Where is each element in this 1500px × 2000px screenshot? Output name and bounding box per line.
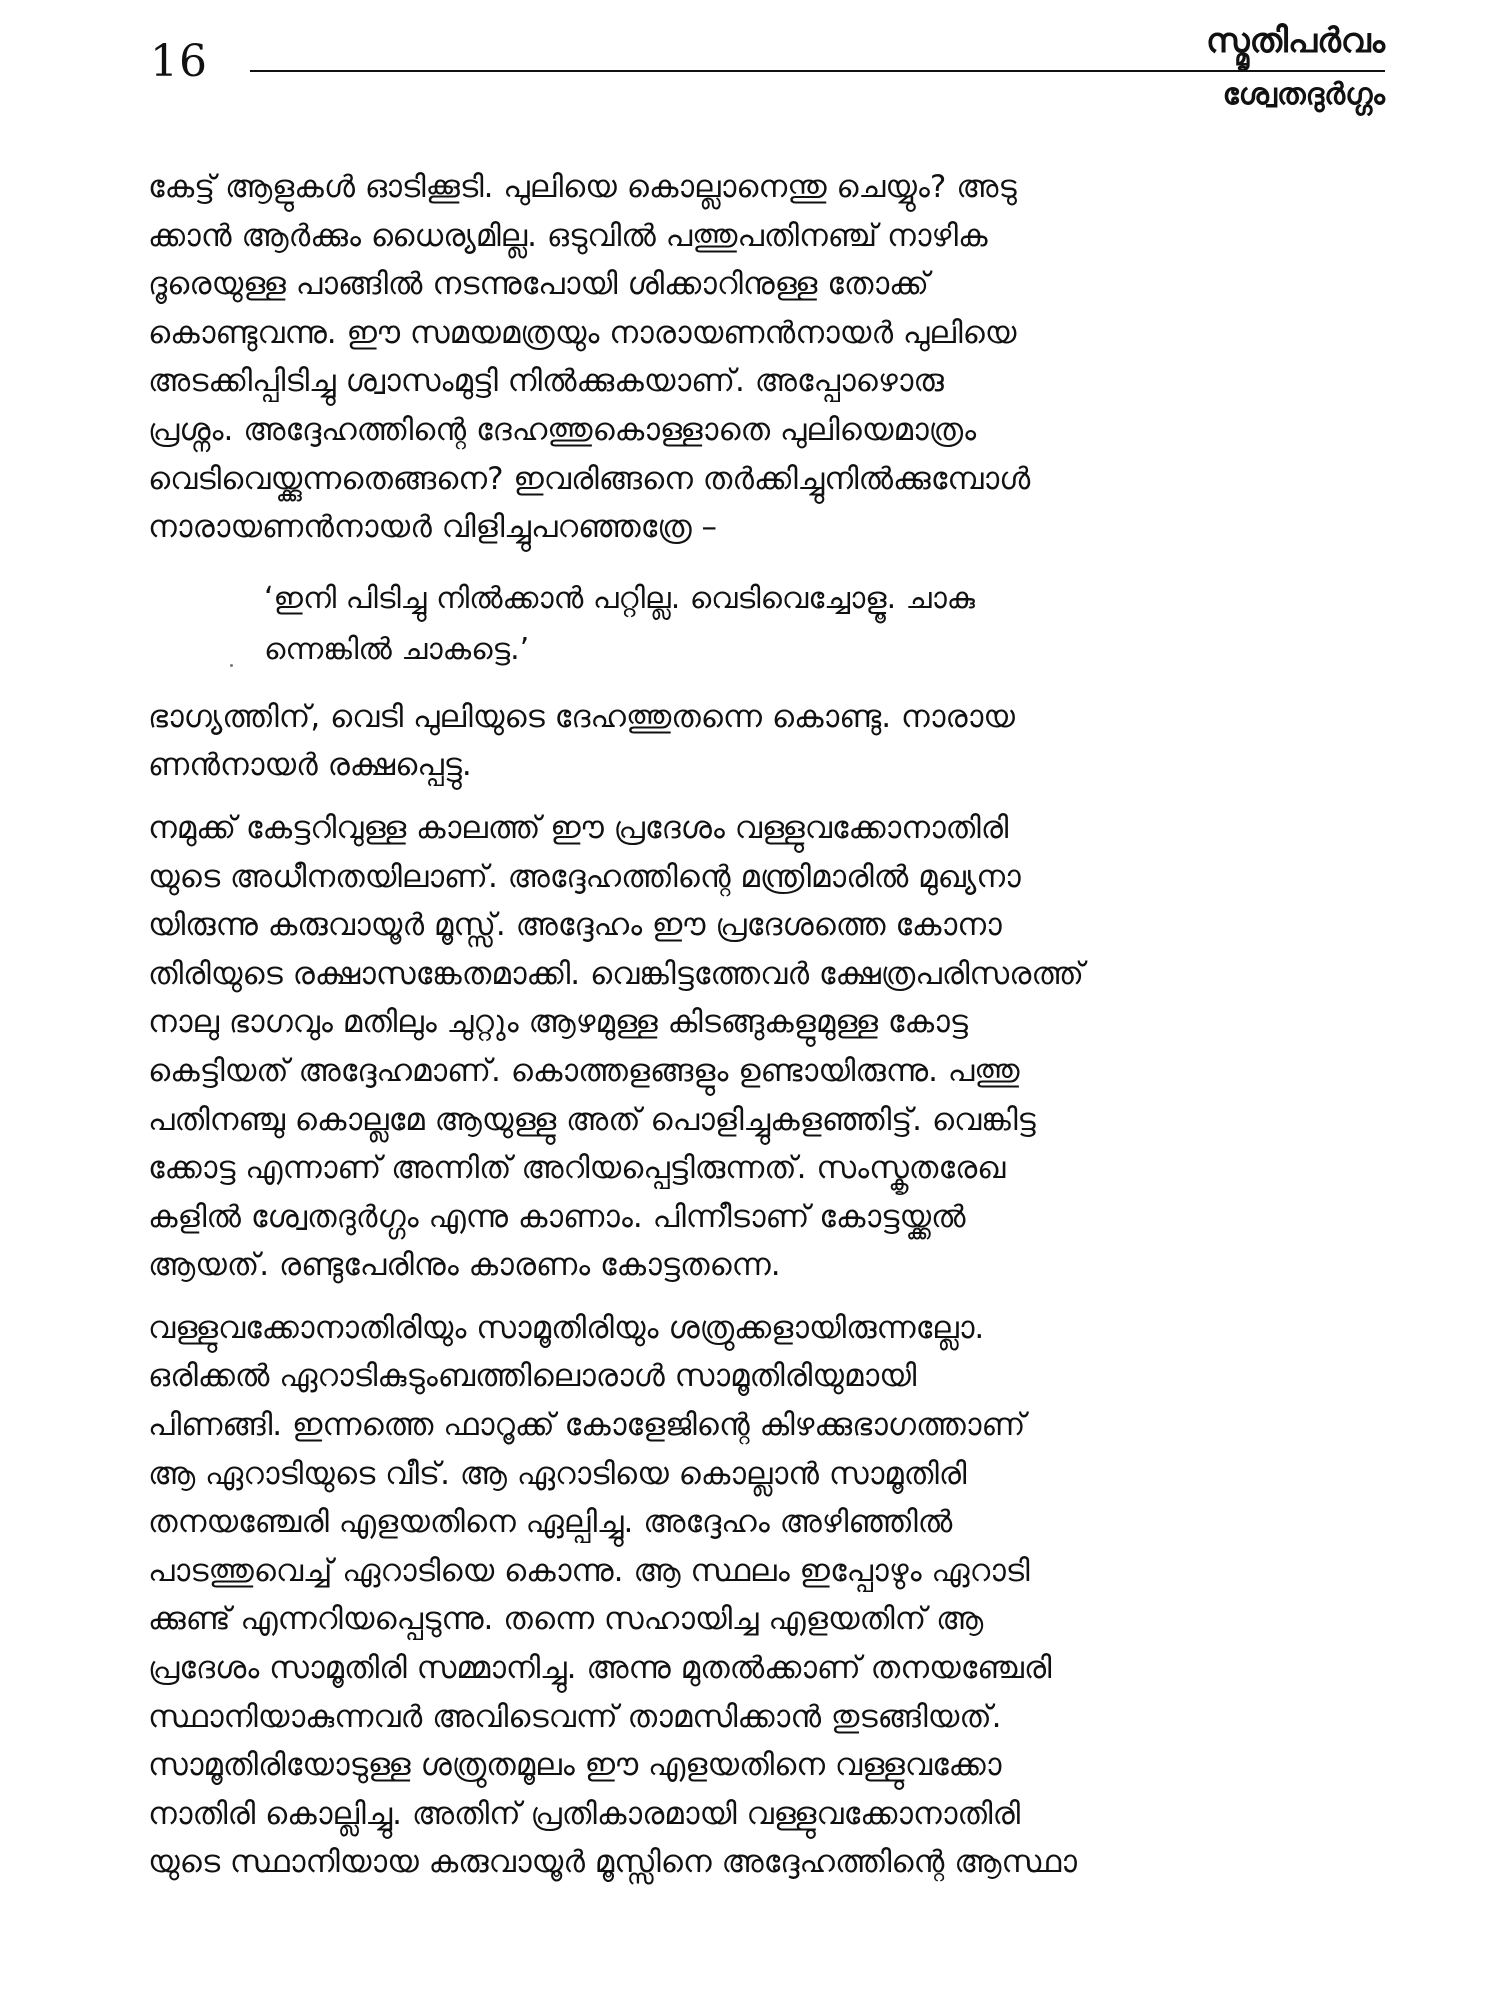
paragraph-4: വള്ളുവക്കോനാതിരിയും സാമൂതിരിയും ശത്രുക്കളായിരുന്നല്ലോ. ഒരിക്കൽ ഏറാടികുടുംബത്തിലൊരാൾ സാമൂതിരിയുമായി പിണങ്ങി. ഇന്നത്തെ ഫാറൂക്ക് കോളേജിന്റെ കിഴക്കുഭാഗത്താണ് ആ ഏറാടിയുടെ വീട്. ആ ഏറാടിയെ കൊല്ലാൻ സാമൂതിരി തനയഞ്ചേരി എളയതിനെ ഏല്പിച്ചു. അദ്ദേഹം അഴിഞ്ഞിൽ പാടത്തുവെച്ച് ഏറാടിയെ കൊന്നു. ആ സ്ഥലം ഇപ്പോഴും ഏറാടി ക്കുണ്ട് എന്നറിയപ്പെടുന്നു. തന്നെ സഹായിച്ച എളയതിന് ആ പ്രദേശം സാമൂതിരി സമ്മാനിച്ചു. അന്നു മുതൽക്കാണ് തനയഞ്ചേരി സ്ഥാനിയാകുന്നവർ അവിടെവന്ന് താമസിക്കാൻ തുടങ്ങിയത്. സാമൂതിരിയോടുള്ള ശത്രുതമൂലം ഈ എളയതിനെ വള്ളുവക്കോ നാതിരി കൊല്ലിച്ചു. അതിന് പ്രതികാരമായി വള്ളുവക്കോനാതിരി യുടെ സ്ഥാനിയായ കരുവായൂർ മൂസ്സിനെ അദ്ദേഹത്തിന്റെ ആസ്ഥാ (148, 1309, 1077, 1881)
page-number: 16 (150, 36, 208, 87)
page-body (148, 163, 1383, 1887)
paragraph-1: കേട്ട് ആളുകൾ ഓടിക്കൂടി. പുലിയെ കൊല്ലാനെന്തു ചെയ്യും? അടു ക്കാൻ ആർക്കും ധൈര്യമില്ല. ഒടുവിൽ പത്തുപതിനഞ്ച് നാഴിക ദൂരെയുള്ള പാങ്ങിൽ നടന്നുപോയി ശിക്കാറിനുള്ള തോക്ക് കൊണ്ടുവന്നു. ഈ സമയമത്രയും നാരായണൻനായർ പുലിയെ അടക്കിപ്പിടിച്ചു ശ്വാസംമുട്ടി നിൽക്കുകയാണ്. അപ്പോഴൊരു പ്രശ്നം. അദ്ദേഹത്തിന്റെ ദേഹത്തുകൊള്ളാതെ പുലിയെമാത്രം വെടിവെയ്ക്കുന്നതെങ്ങനെ? ഇവരിങ്ങനെ തർക്കിച്ചുനിൽക്കുമ്പോൾ നാരായണൻനായർ വിളിച്ചുപറഞ്ഞത്രേ – (148, 169, 1031, 546)
quotation-block: ‘ഇനി പിടിച്ചു നിൽക്കാൻ പറ്റില്ല. വെടിവെച്ചോളൂ. ചാകു ന്നെങ്കിൽ ചാകട്ടെ.’ (264, 580, 975, 667)
scan-mark (230, 664, 233, 667)
paragraph-2: ഭാഗ്യത്തിന്, വെടി പുലിയുടെ ദേഹത്തുതന്നെ കൊണ്ടു. നാരായ ണൻനായർ രക്ഷപ്പെട്ടു. (148, 698, 1015, 784)
running-head-book-title: സ്മൃതിപർവം (1205, 21, 1385, 61)
header-rule (250, 70, 1385, 72)
paragraph-3: നമുക്ക് കേട്ടറിവുള്ള കാലത്ത് ഈ പ്രദേശം വള്ളുവക്കോനാതിരി യുടെ അധീനതയിലാണ്. അദ്ദേഹത്തിന്റെ മന്ത്രിമാരിൽ മുഖ്യനാ യിരുന്നു കരുവായൂർ മൂസ്സ്. അദ്ദേഹം ഈ പ്രദേശത്തെ കോനാ തിരിയുടെ രക്ഷാസങ്കേതമാക്കി. വെങ്കിട്ടത്തേവർ ക്ഷേത്രപരിസരത്ത് നാലു ഭാഗവും മതിലും ചുറ്റും ആഴമുള്ള കിടങ്ങുകളുമുള്ള കോട്ട കെട്ടിയത് അദ്ദേഹമാണ്. കൊത്തളങ്ങളും ഉണ്ടായിരുന്നു. പത്തു പതിനഞ്ചു കൊല്ലമേ ആയുള്ളു അത് പൊളിച്ചുകളഞ്ഞിട്ട്. വെങ്കിട്ട ക്കോട്ട എന്നാണ് അന്നിത് അറിയപ്പെട്ടിരുന്നത്. സംസ്കൃതരേഖ കളിൽ ശ്വേതദുർഗ്ഗം എന്നു കാണാം. പിന്നീടാണ് കോട്ടയ്ക്കൽ ആയത്. രണ്ടുപേരിനും കാരണം കോട്ടതന്നെ. (148, 809, 1084, 1284)
running-head-chapter-title: ശ്വേതദുർഗ്ഗം (1222, 77, 1385, 112)
